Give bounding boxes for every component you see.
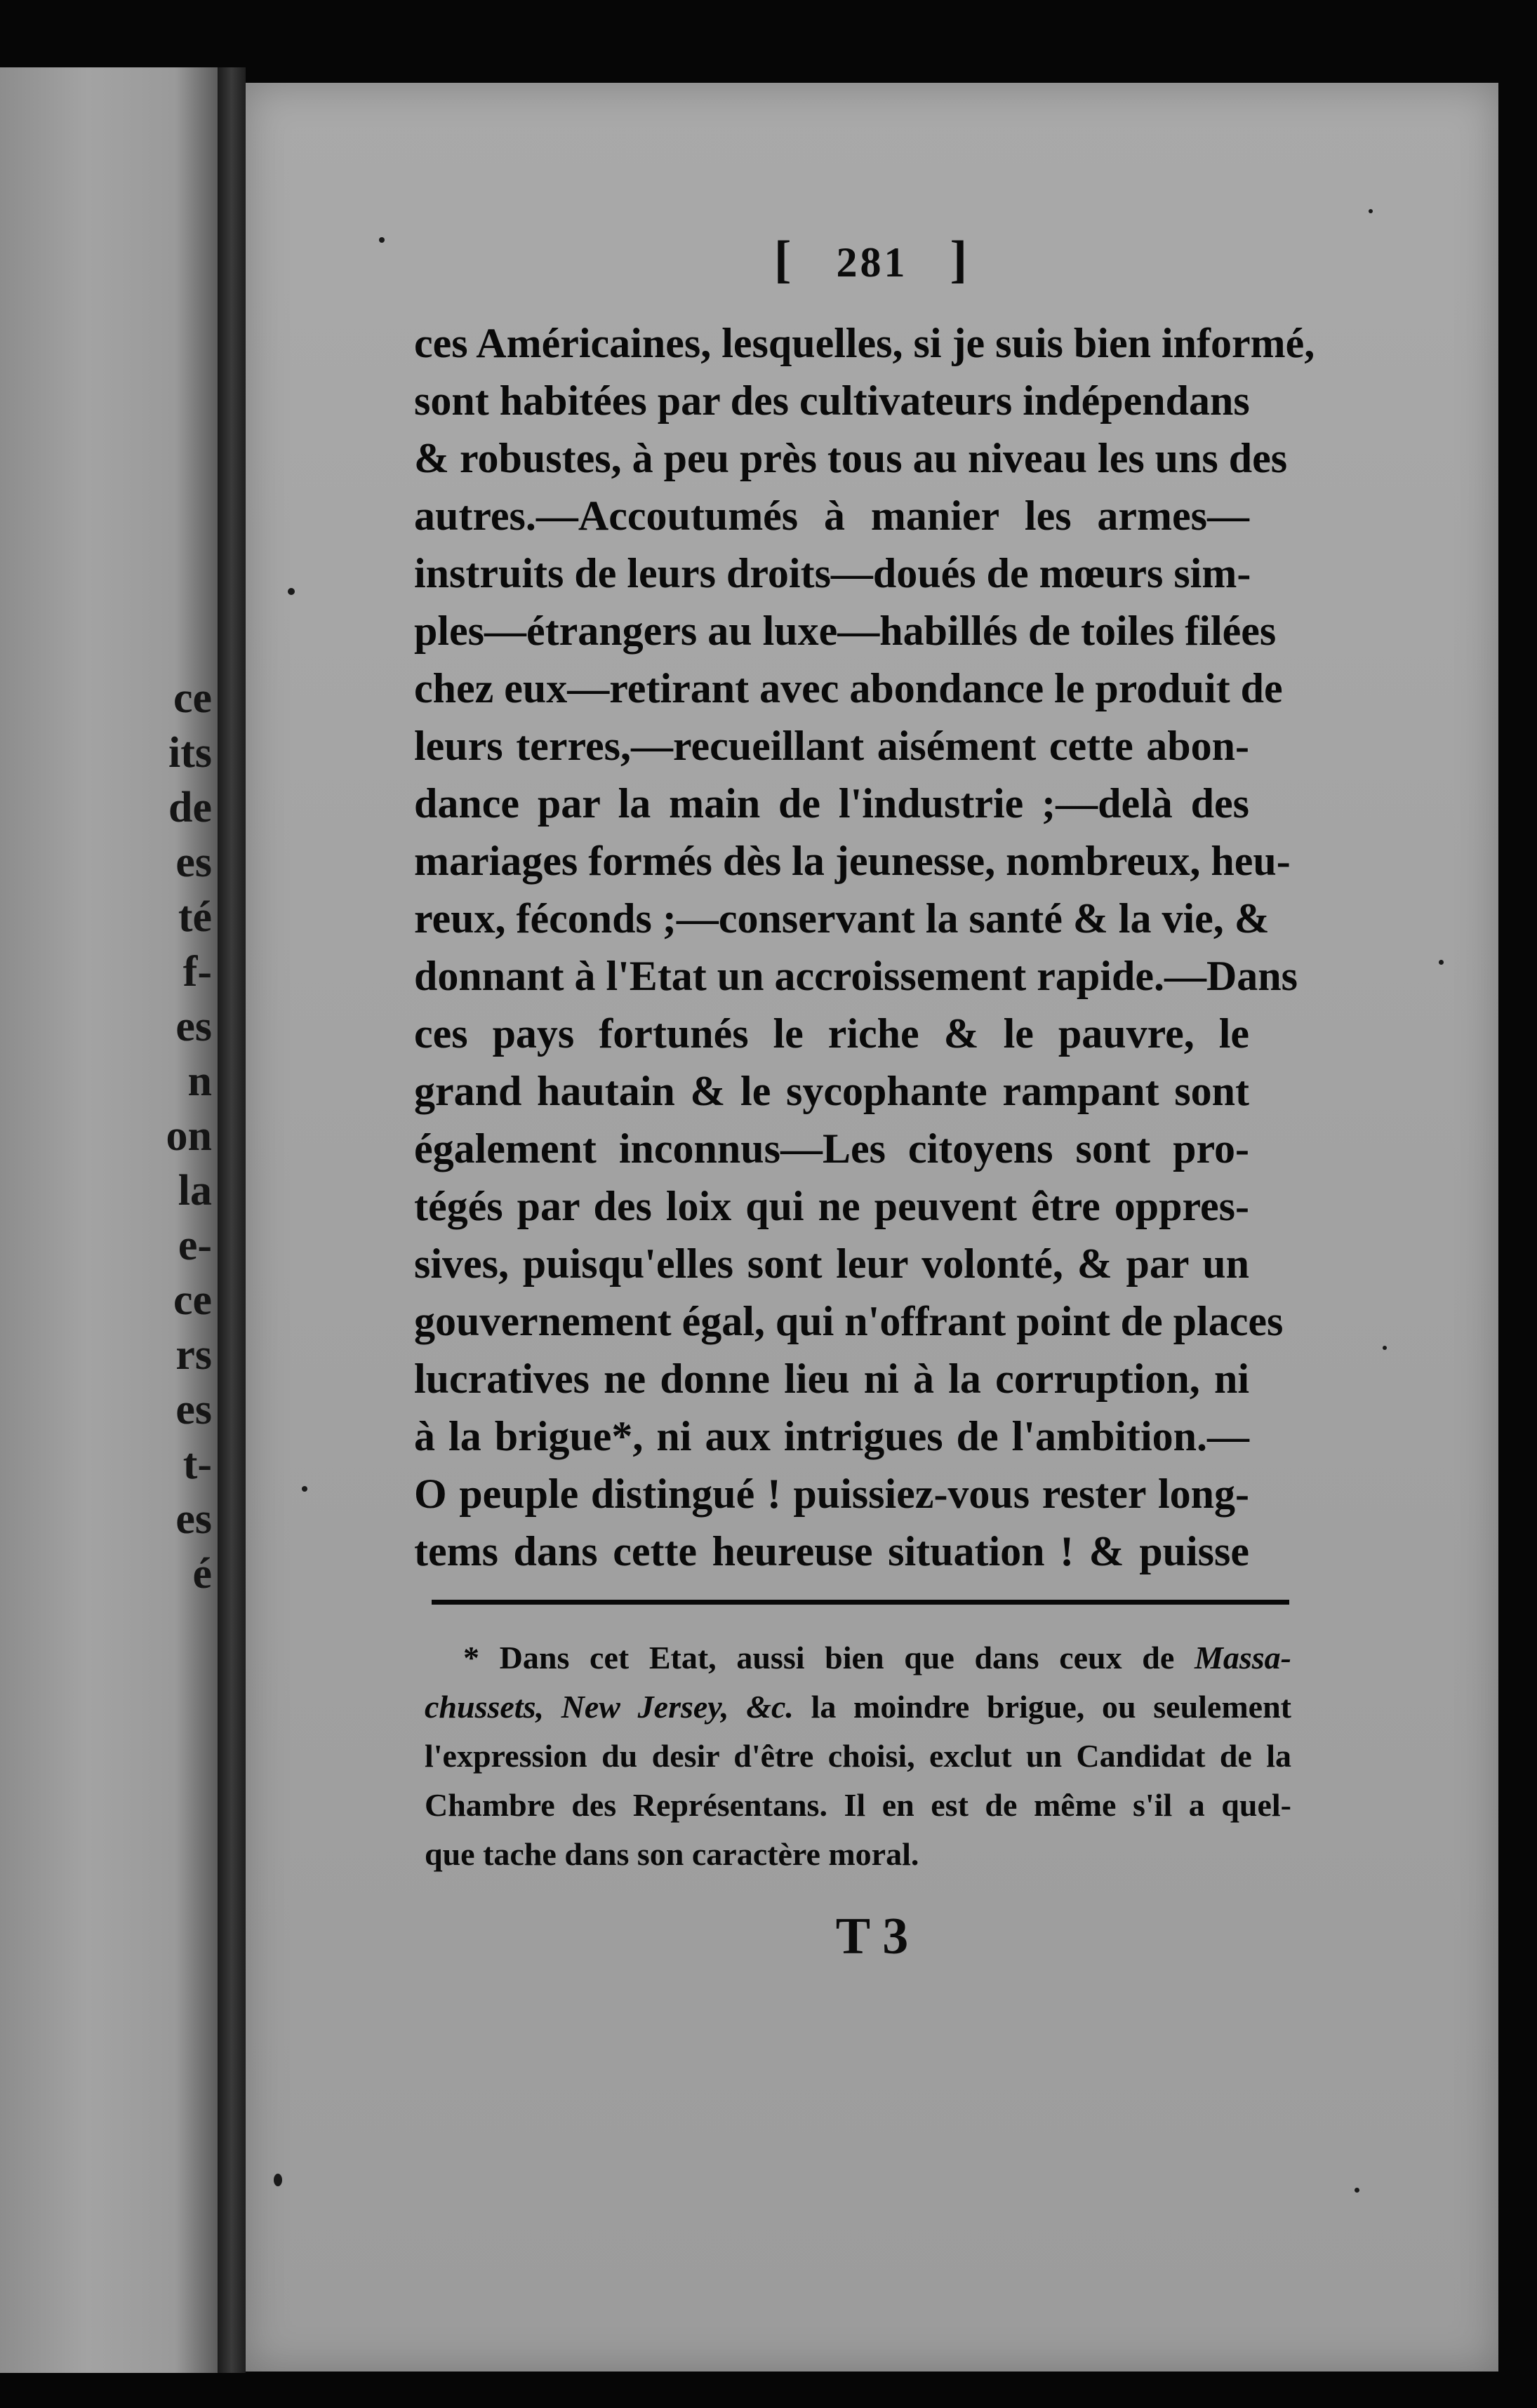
left-fragment: rs <box>175 1331 212 1379</box>
body-line: leurs terres,—recueillant aisément cette abon- <box>414 723 1249 769</box>
scan-speck <box>288 588 295 595</box>
footnote-line <box>425 1683 1291 1732</box>
body-line: sont habitées par des cultivateurs indépendans <box>414 377 1250 424</box>
body-line: à la brigue*, ni aux intrigues de l'ambition.— <box>414 1413 1249 1459</box>
left-fragment: es <box>175 838 212 886</box>
page-number-close-bracket: ] <box>950 231 971 288</box>
scan-speck <box>274 2174 282 2186</box>
left-fragment: é <box>192 1550 212 1598</box>
footnote-text: la moindre brigue, ou seulement <box>793 1689 1291 1725</box>
left-fragment: té <box>178 893 212 941</box>
body-line: reux, féconds ;—conservant la santé & la vie, & <box>414 895 1270 942</box>
body-line: ples—étrangers au luxe—habillés de toiles filées <box>414 608 1277 654</box>
body-line: ces Américaines, lesquelles, si je suis bien informé, <box>414 320 1315 366</box>
footnote <box>425 1633 1291 1879</box>
footnote-italic: chussets, New Jersey, &c. <box>425 1689 794 1725</box>
left-fragment: t- <box>182 1440 212 1488</box>
left-fragment: its <box>168 729 212 777</box>
body-line: instruits de leurs droits—doués de mœurs sim- <box>414 550 1251 596</box>
left-fragment: ce <box>173 674 212 722</box>
footnote-line: que tache dans son caractère moral. <box>425 1836 919 1872</box>
page-number <box>246 230 1498 290</box>
body-line: ces pays fortunés le riche & le pauvre, le <box>414 1010 1249 1057</box>
scan-speck <box>1369 209 1373 213</box>
body-line: chez eux—retirant avec abondance le produit de <box>414 665 1283 711</box>
body-line: mariages formés dès la jeunesse, nombreux, heu- <box>414 838 1291 884</box>
signature-mark: T 3 <box>835 1908 909 1965</box>
footnote-separator-rule <box>432 1600 1289 1605</box>
page-number-open-bracket: [ <box>773 231 794 288</box>
body-line: O peuple distingué ! puissiez-vous rester long- <box>414 1471 1249 1517</box>
left-fragment: es <box>175 1386 212 1433</box>
left-page-text-fragments <box>156 671 212 1601</box>
left-fragment: on <box>166 1112 212 1160</box>
left-fragment: es <box>175 1003 212 1050</box>
scan-speck <box>379 237 385 243</box>
body-line: autres.—Accoutumés à manier les armes— <box>414 493 1249 539</box>
body-line: gouvernement égal, qui n'offrant point de places <box>414 1298 1284 1344</box>
scan-speck <box>1439 960 1444 965</box>
body-line: tems dans cette heureuse situation ! & puisse <box>414 1528 1249 1574</box>
page-number-value: 281 <box>836 239 908 286</box>
body-text <box>414 314 1315 1580</box>
body-line: sives, puisqu'elles sont leur volonté, & par un <box>414 1240 1249 1287</box>
body-line: également inconnus—Les citoyens sont pro- <box>414 1125 1249 1172</box>
body-line: donnant à l'Etat un accroissement rapide.—Dans <box>414 953 1298 999</box>
body-line: tégés par des loix qui ne peuvent être oppres- <box>414 1183 1249 1229</box>
body-line: lucratives ne donne lieu ni à la corruption, ni <box>414 1356 1249 1402</box>
left-fragment: la <box>178 1167 212 1215</box>
footnote-line <box>425 1633 1291 1683</box>
book-gutter <box>218 67 246 2373</box>
scan-speck <box>302 1486 307 1492</box>
scan-speck <box>1383 1346 1387 1350</box>
left-fragment: es <box>175 1495 212 1543</box>
body-line: & robustes, à peu près tous au niveau les uns des <box>414 435 1288 481</box>
left-fragment: de <box>168 784 212 831</box>
left-fragment: ce <box>173 1276 212 1324</box>
scan-speck <box>1355 2188 1359 2193</box>
left-fragment: n <box>187 1057 212 1105</box>
footnote-italic: Massa- <box>1194 1640 1291 1675</box>
footnote-line: Chambre des Représentans. Il en est de même s'il a quel- <box>425 1787 1291 1823</box>
left-page-edge <box>0 67 219 2373</box>
body-line: grand hautain & le sycophante rampant sont <box>414 1068 1249 1114</box>
body-line: dance par la main de l'industrie ;—delà des <box>414 780 1249 827</box>
footnote-text: * Dans cet Etat, aussi bien que dans ceux de <box>463 1640 1195 1675</box>
left-fragment: f- <box>182 948 212 996</box>
left-fragment: e- <box>178 1222 212 1269</box>
main-page <box>246 83 1498 2372</box>
footnote-line: l'expression du desir d'être choisi, exclut un Candidat de la <box>425 1738 1291 1774</box>
